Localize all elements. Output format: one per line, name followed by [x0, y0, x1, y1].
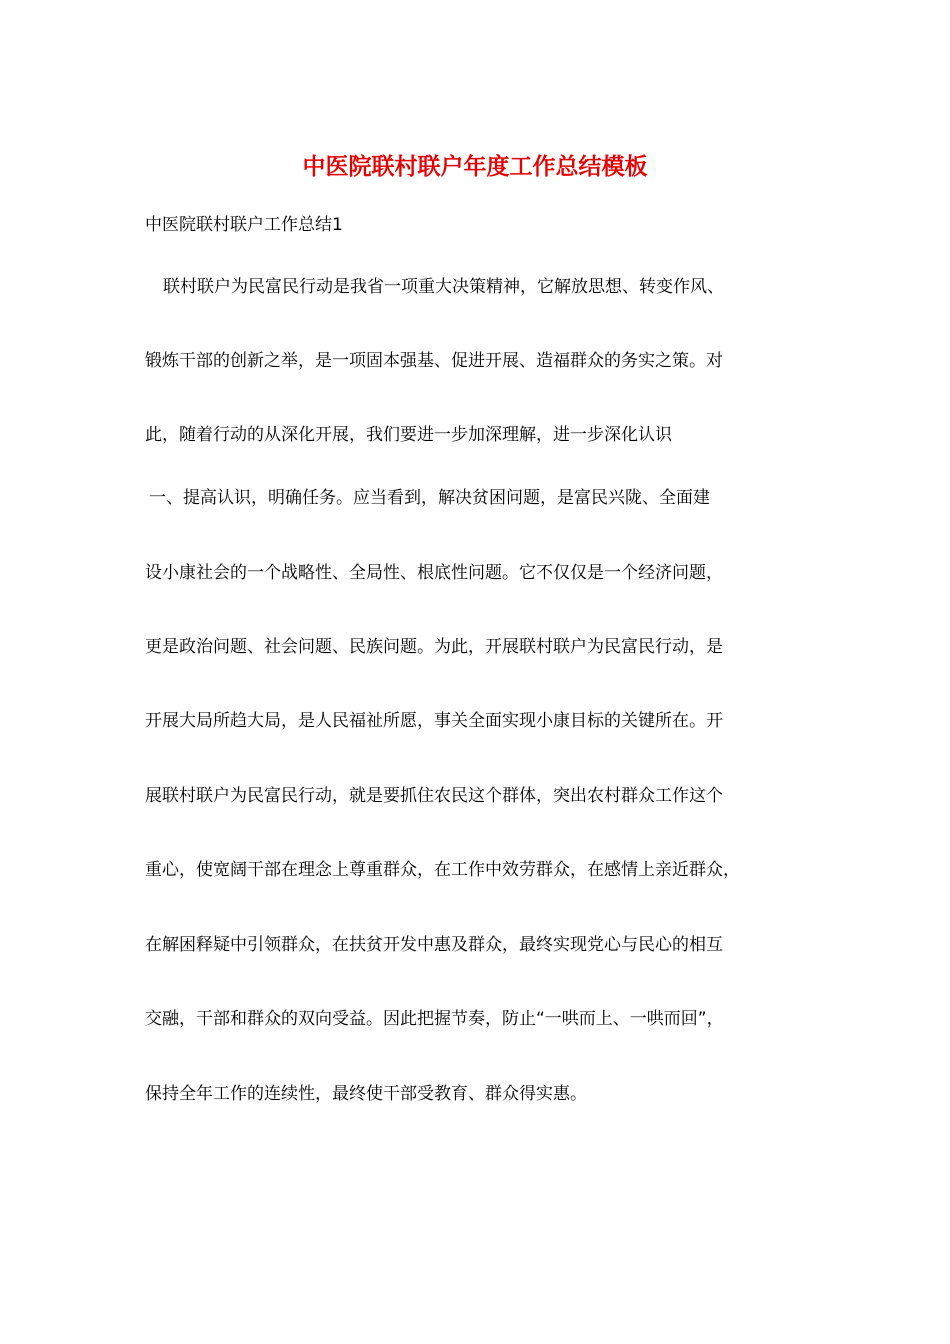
body-line-11: 交融，干部和群众的双向受益。因此把握节奏，防止“一哄而上、一哄而回”，: [145, 1009, 724, 1029]
body-line-7: 开展大局所趋大局，是人民福祉所愿，事关全面实现小康目标的关键所在。开: [145, 711, 723, 731]
body-line-12: 保持全年工作的连续性，最终使干部受教育、群众得实惠。: [145, 1084, 587, 1104]
body-line-8: 展联村联户为民富民行动，就是要抓住农民这个群体，突出农村群众工作这个: [145, 786, 723, 806]
document-title: 中医院联村联户年度工作总结模板: [302, 153, 648, 180]
section-heading: 中医院联村联户工作总结1: [145, 215, 343, 235]
body-line-5: 设小康社会的一个战略性、全局性、根底性问题。它不仅仅是一个经济问题，: [145, 563, 723, 583]
body-line-9: 重心，使宽阔干部在理念上尊重群众，在工作中效劳群众，在感情上亲近群众，: [145, 860, 740, 880]
body-line-1: 联村联户为民富民行动是我省一项重大决策精神，它解放思想、转变作风、: [163, 277, 724, 297]
body-line-2: 锻炼干部的创新之举，是一项固本强基、促进开展、造福群众的务实之策。对: [145, 351, 723, 371]
body-line-10: 在解困释疑中引领群众，在扶贫开发中惠及群众，最终实现党心与民心的相互: [145, 935, 723, 955]
body-line-4: 一、提高认识，明确任务。应当看到，解决贫困问题，是富民兴陇、全面建: [149, 488, 710, 508]
body-line-3: 此，随着行动的从深化开展，我们要进一步加深理解，进一步深化认识: [145, 425, 672, 445]
body-line-6: 更是政治问题、社会问题、民族问题。为此，开展联村联户为民富民行动，是: [145, 637, 723, 657]
